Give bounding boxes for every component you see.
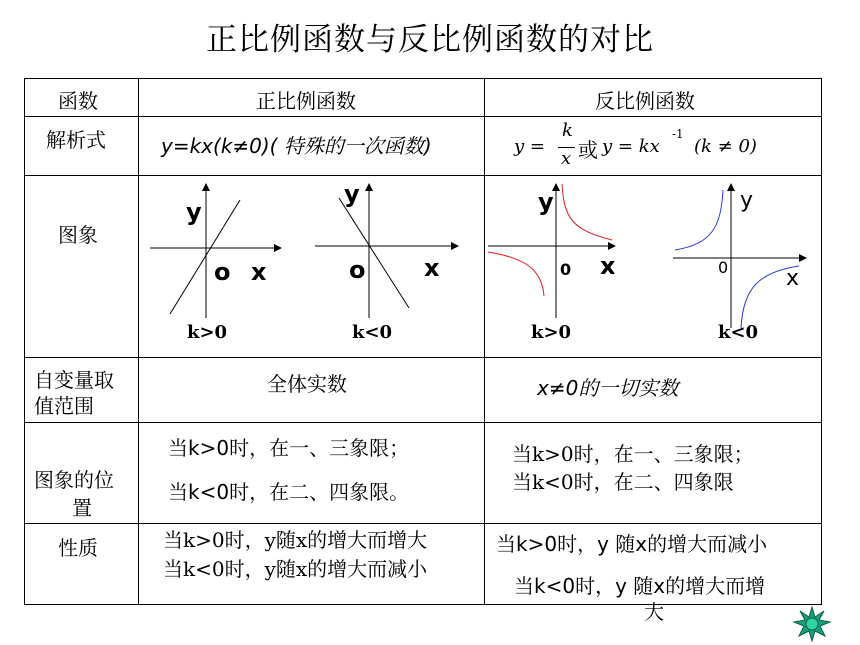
g2-k-label: k<0 — [352, 322, 393, 343]
inverse-domain: x≠0的一切实数 — [537, 376, 679, 400]
inverse-expression: y = k x 或 y = kx -1 (k ≠ 0) — [514, 120, 757, 169]
inverse-position-k-positive: 当k>0时，在一、三象限； — [512, 442, 754, 466]
row-label-position-line2: 置 — [72, 496, 92, 520]
hyperbola-branch — [488, 252, 544, 296]
g2-y-label: y — [344, 180, 360, 208]
row-label-domain-line2: 值范围 — [34, 394, 94, 418]
header-direct-proportion: 正比例函数 — [256, 89, 356, 113]
g4-y-label: y — [740, 188, 754, 213]
g1-y-label: y — [186, 198, 202, 226]
g1-k-label: k>0 — [187, 322, 228, 343]
g3-x-label: x — [600, 252, 616, 280]
inverse-property-wrap: 大 — [644, 600, 664, 624]
g3-origin-label: 0 — [560, 260, 572, 279]
header-inverse-proportion: 反比例函数 — [595, 89, 695, 113]
g2-origin-label: o — [349, 256, 366, 284]
g1-origin-label: o — [214, 258, 231, 286]
g4-x-label: x — [786, 266, 800, 291]
row-label-property: 性质 — [58, 536, 98, 560]
g3-k-label: k>0 — [531, 322, 572, 343]
inverse-position-k-negative: 当k<0时，在二、四象限 — [512, 470, 734, 494]
header-function: 函数 — [58, 89, 98, 113]
g4-origin-label: 0 — [718, 258, 729, 277]
g1-x-label: x — [251, 258, 267, 286]
comparison-table — [24, 78, 822, 605]
inverse-property-k-negative: 当k<0时，y 随x的增大而增 — [514, 574, 766, 598]
star-burst-icon[interactable] — [792, 606, 832, 642]
page-title: 正比例函数与反比例函数的对比 — [206, 22, 654, 58]
direct-domain: 全体实数 — [267, 372, 347, 396]
graph-direct-k-negative — [309, 178, 479, 353]
inverse-property-k-positive: 当k>0时，y 随x的增大而减小 — [496, 532, 768, 556]
hyperbola-branch — [675, 190, 723, 250]
row-label-position-line1: 图象的位 — [34, 468, 114, 492]
row-label-graph: 图象 — [58, 223, 98, 247]
g3-y-label: y — [538, 188, 554, 216]
hyperbola-branch — [562, 184, 612, 240]
g4-k-label: k<0 — [718, 322, 759, 343]
direct-property-k-negative: 当k<0时，y随x的增大而减小 — [163, 557, 428, 581]
row-label-domain-line1: 自变量取 — [34, 368, 114, 392]
row-label-expression: 解析式 — [46, 128, 106, 152]
direct-property-k-positive: 当k>0时，y随x的增大而增大 — [163, 528, 428, 552]
direct-position-k-positive: 当k>0时，在一、三象限； — [168, 436, 410, 460]
g2-x-label: x — [424, 254, 440, 282]
direct-position-k-negative: 当k<0时，在二、四象限。 — [168, 480, 410, 504]
direct-expression: y=kx(k≠0)( 特殊的一次函数) — [161, 134, 432, 158]
